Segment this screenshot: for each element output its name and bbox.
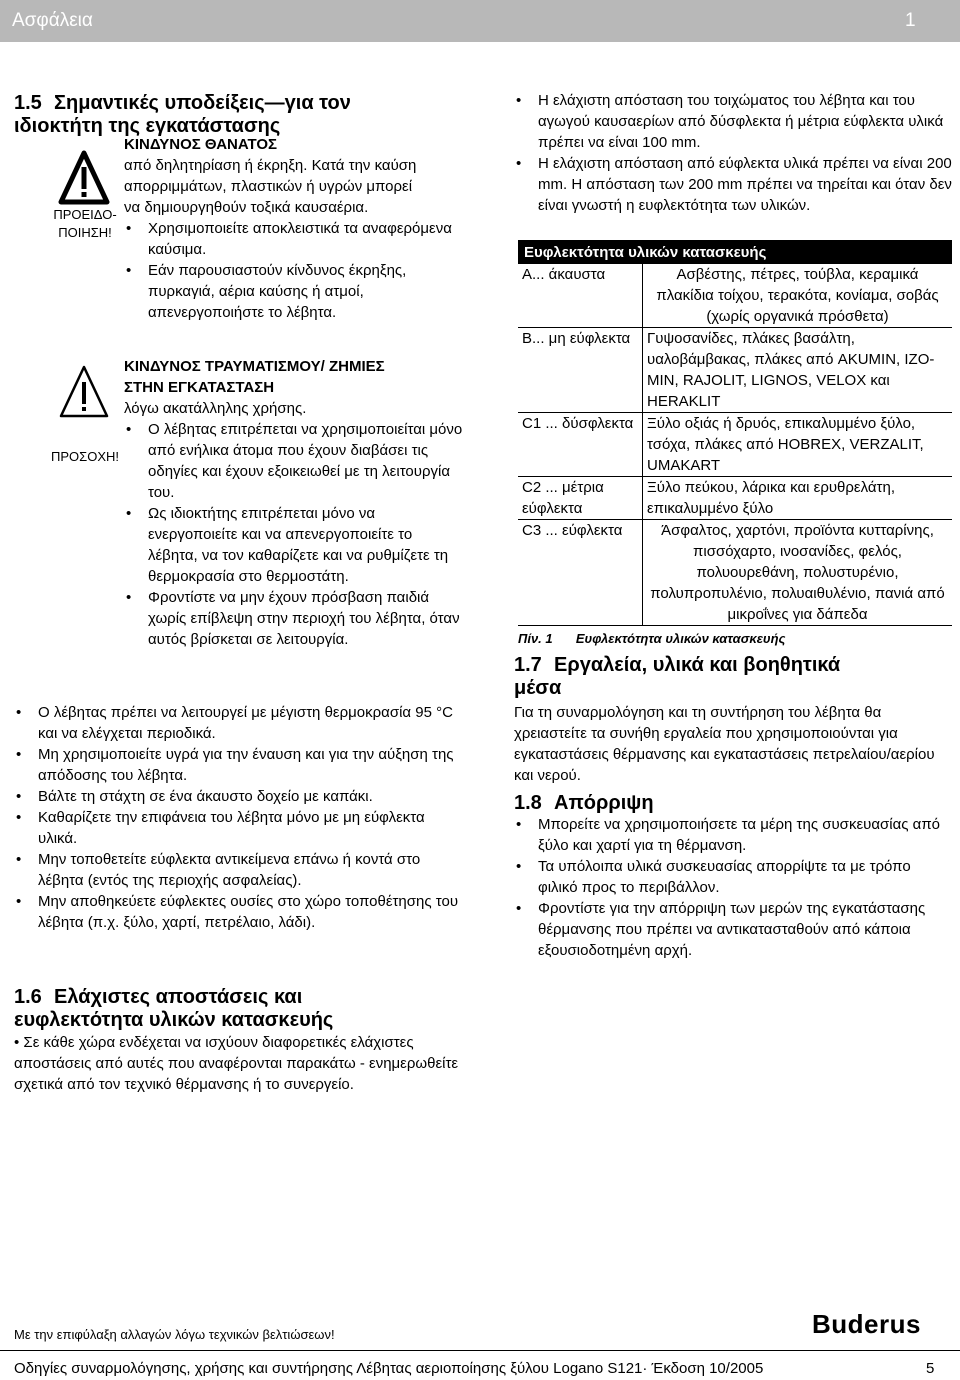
table-cell-materials: Άσφαλτος, χαρτόνι, προϊόντα κυτταρίνης, πισσόχαρτο, ινοσανίδες, φελός, πολυουρεθάνη, πολυστυρένιο, πολυπροπυλένιο, πολυαιθυλένιο, πανιά από μικροΐνες για δάπεδα [643, 520, 953, 626]
section-title-line2: μέσα [514, 677, 562, 699]
table-row [518, 413, 952, 477]
warning-bullets [124, 218, 464, 323]
table-cell-class: C3 ... εύφλεκτα [518, 520, 643, 626]
section-number: 1.5 [14, 92, 42, 114]
section-1-7-body: Για τη συναρμολόγηση και τη συντήρηση του λέβητα θα χρειαστείτε τα συνήθη εργαλεία που χρησιμοποιούνται για εγκαταστάσεις θέρμανσης και εγκαταστάσεις πετρελαίου/αερίου και νερού. [514, 704, 935, 784]
list-item: • Βάλτε τη στάχτη σε ένα άκαυστο δοχείο με καπάκι. [14, 786, 466, 807]
section-title-line2: ευφλεκτότητα υλικών κατασκευής [14, 1009, 334, 1031]
table-cell-class: C1 ... δύσφλεκτα [518, 413, 643, 477]
warning-heading: ΚΙΝΔΥΝΟΣ ΘΑΝΑΤΟΣ [124, 136, 278, 153]
list-item: • Φροντίστε να μην έχουν πρόσβαση παιδιά χωρίς επίβλεψη στην περιοχή του λέβητα, όταν αυτός βρίσκεται σε λειτουργία. [124, 587, 464, 650]
flammability-table-wrap [518, 240, 952, 649]
table-cell-materials: Γυψοσανίδες, πλάκες βασάλτη, υαλοβάμβακας, πλάκες από AKUMIN, IZO-MIN, RAJOLIT, LIGNOS, VELOX και HERAKLIT [643, 328, 953, 413]
section-1-7-heading [514, 654, 954, 700]
warning-line-3: να δημιουργηθούν τοξικά καυσαέρια. [124, 199, 369, 216]
list-item: • Ο λέβητας επιτρέπεται να χρησιμοποιείται μόνο από ενήλικα άτομα που έχουν διαβάσει τις οδηγίες και έχουν εξοικειωθεί με τη λειτουργία του. [124, 419, 464, 503]
warning-label-line1: ΠΡΟΕΙΔΟ- [53, 207, 117, 222]
list-item: • Εάν παρουσιαστούν κίνδυνος έκρηξης, πυρκαγιά, αέρια καύσης ή ατμοί, απενεργοποιήστε το λέβητα. [124, 260, 464, 323]
list-item: • Χρησιμοποιείτε αποκλειστικά τα αναφερόμενα καύσιμα. [124, 218, 464, 260]
table-cell-materials: Ασβέστης, πέτρες, τούβλα, κεραμικά πλακίδια τοίχου, τερακότα, κονίαμα, σοβάς (χωρίς οργανικά πρόσθετα) [656, 266, 939, 325]
caution-block [124, 356, 464, 650]
section-1-8-heading [514, 792, 954, 815]
distance-list [514, 90, 954, 216]
list-item: • Ως ιδιοκτήτης επιτρέπεται μόνο να ενεργοποιείτε και να απενεργοποιείτε το λέβητα, να τον καθαρίζετε και να ρυθμίζετε τη θερμοκρασία στο θερμοστάτη. [124, 503, 464, 587]
section-number: 1.8 [514, 792, 542, 814]
table-caption [518, 628, 952, 649]
table-row [518, 477, 952, 520]
table-cell-materials: Ξύλο οξιάς ή δρυός, επικαλυμμένο ξύλο, τσόχα, πλάκες από HOBREX, VERZALIT, UMAKART [643, 413, 953, 477]
section-title-line2: ιδιοκτήτη της εγκατάστασης [14, 115, 281, 137]
table-cell-class: B... μη εύφλεκτα [518, 328, 643, 413]
list-item: • Καθαρίζετε την επιφάνεια του λέβητα μόνο με μη εύφλεκτα υλικά. [14, 807, 466, 849]
list-item: • Μην τοποθετείτε εύφλεκτα αντικείμενα επάνω ή κοντά στο λέβητα (εντός της περιοχής ασφαλείας). [14, 849, 466, 891]
warning-line-1: από δηλητηρίαση ή έκρηξη. Κατά την καύση [124, 157, 417, 174]
warning-triangle-icon [58, 150, 110, 208]
table-row [518, 520, 952, 626]
table-row [518, 328, 952, 413]
table-row [518, 264, 952, 328]
disclaimer-note: Με την επιφύλαξη αλλαγών λόγω τεχνικών βελτιώσεων! [14, 1327, 335, 1342]
list-item: • Η ελάχιστη απόσταση από εύφλεκτα υλικά πρέπει να είναι 200 mm. Η απόσταση των 200 mm πρέπει να τηρείται και όταν δεν είναι γνωστή η ευφλεκτότητα των υλικών. [514, 153, 954, 216]
caution-heading-line1: ΚΙΝΔΥΝΟΣ ΤΡΑΥΜΑΤΙΣΜΟΥ/ ΖΗΜΙΕΣ [124, 358, 385, 375]
footer-divider [0, 1350, 960, 1351]
section-1-6-body: • Σε κάθε χώρα ενδέχεται να ισχύουν διαφορετικές ελάχιστες αποστάσεις από αυτές που αναφέρονται παρακάτω - ενημερωθείτε σχετικά από τον τεχνικό θέρμανσης ή το συνεργείο. [14, 1034, 459, 1093]
caution-heading-line2: ΣΤΗΝ ΕΓΚΑΤΑΣΤΑΣΗ [124, 379, 275, 396]
buderus-logo: Buderus [812, 1309, 921, 1339]
list-item: • Μη χρησιμοποιείτε υγρά για την έναυση και για την αύξηση της απόδοσης του λέβητα. [14, 744, 466, 786]
list-item: • Μην αποθηκεύετε εύφλεκτες ουσίες στο χώρο τοποθέτησης του λέβητα (π.χ. ξύλο, χαρτί, πετρέλαιο, λάδι). [14, 891, 466, 933]
table-header: Ευφλεκτότητα υλικών κατασκευής [518, 240, 952, 264]
distance-bullets [514, 90, 954, 216]
disposal-list [514, 814, 954, 961]
table-caption-text: Ευφλεκτότητα υλικών κατασκευής [575, 631, 786, 646]
chapter-title: Ασφάλεια [12, 10, 93, 31]
section-title: Απόρριψη [554, 792, 654, 814]
general-safety-list [14, 702, 466, 933]
warning-death-block [124, 134, 464, 323]
section-title-line1: Ελάχιστες αποστάσεις και [54, 986, 303, 1008]
page-number: 5 [926, 1360, 935, 1377]
section-number: 1.7 [514, 654, 542, 676]
chapter-number: 1 [905, 10, 916, 31]
list-item: • Φροντίστε για την απόρριψη των μερών της εγκατάστασης θέρμανσης που πρέπει να αντικατασταθούν από κάποια εξουσιοδοτημένη αρχή. [514, 898, 954, 961]
disposal-bullets [514, 814, 954, 961]
table-caption-label: Πίν. 1 [518, 631, 553, 646]
list-item: • Ο λέβητας πρέπει να λειτουργεί με μέγιστη θερμοκρασία 95 °C και να ελέγχεται περιοδικά. [14, 702, 466, 744]
warning-line-2: απορριμμάτων, πλαστικών ή υγρών μπορεί [124, 178, 413, 195]
warning-label-line2: ΠΟΙΗΣΗ! [58, 225, 112, 240]
list-item: • Η ελάχιστη απόσταση του τοιχώματος του λέβητα και του αγωγού καυσαερίων από δύσφλεκτα ή μέτρια εύφλεκτα υλικά πρέπει να είναι 100 mm. [514, 90, 954, 153]
document-title: Οδηγίες συναρμολόγησης, χρήσης και συντήρησης Λέβητας αεριοποίησης ξύλου Logano S121· Έκδοση 10/2005 [14, 1360, 764, 1377]
table-cell-materials: Ξύλο πεύκου, λάρικα και ερυθρελάτη, επικαλυμμένο ξύλο [643, 477, 953, 520]
caution-bullets [124, 419, 464, 650]
warning-label [44, 206, 126, 242]
section-1-6-heading [14, 986, 454, 1032]
list-item: • Μπορείτε να χρησιμοποιήσετε τα μέρη της συσκευασίας από ξύλο και χαρτί για τη θέρμανση. [514, 814, 954, 856]
section-number: 1.6 [14, 986, 42, 1008]
caution-intro: λόγω ακατάλληλης χρήσης. [124, 400, 307, 417]
section-title-line1: Σημαντικές υποδείξεις—για τον [54, 92, 351, 114]
list-item: • Τα υπόλοιπα υλικά συσκευασίας απορρίψτε τα με τρόπο φιλικό προς το περιβάλλον. [514, 856, 954, 898]
flammability-table [518, 240, 952, 626]
chapter-header [0, 0, 960, 42]
section-title-line1: Εργαλεία, υλικά και βοηθητικά [554, 654, 841, 676]
section-1-5-heading [14, 92, 454, 138]
table-cell-class: A... άκαυστα [518, 264, 643, 328]
general-bullets [14, 702, 466, 933]
caution-triangle-icon [58, 364, 110, 422]
caution-label: ΠΡΟΣΟΧΗ! [51, 449, 119, 464]
table-cell-class: C2 ... μέτρια εύφλεκτα [518, 477, 643, 520]
